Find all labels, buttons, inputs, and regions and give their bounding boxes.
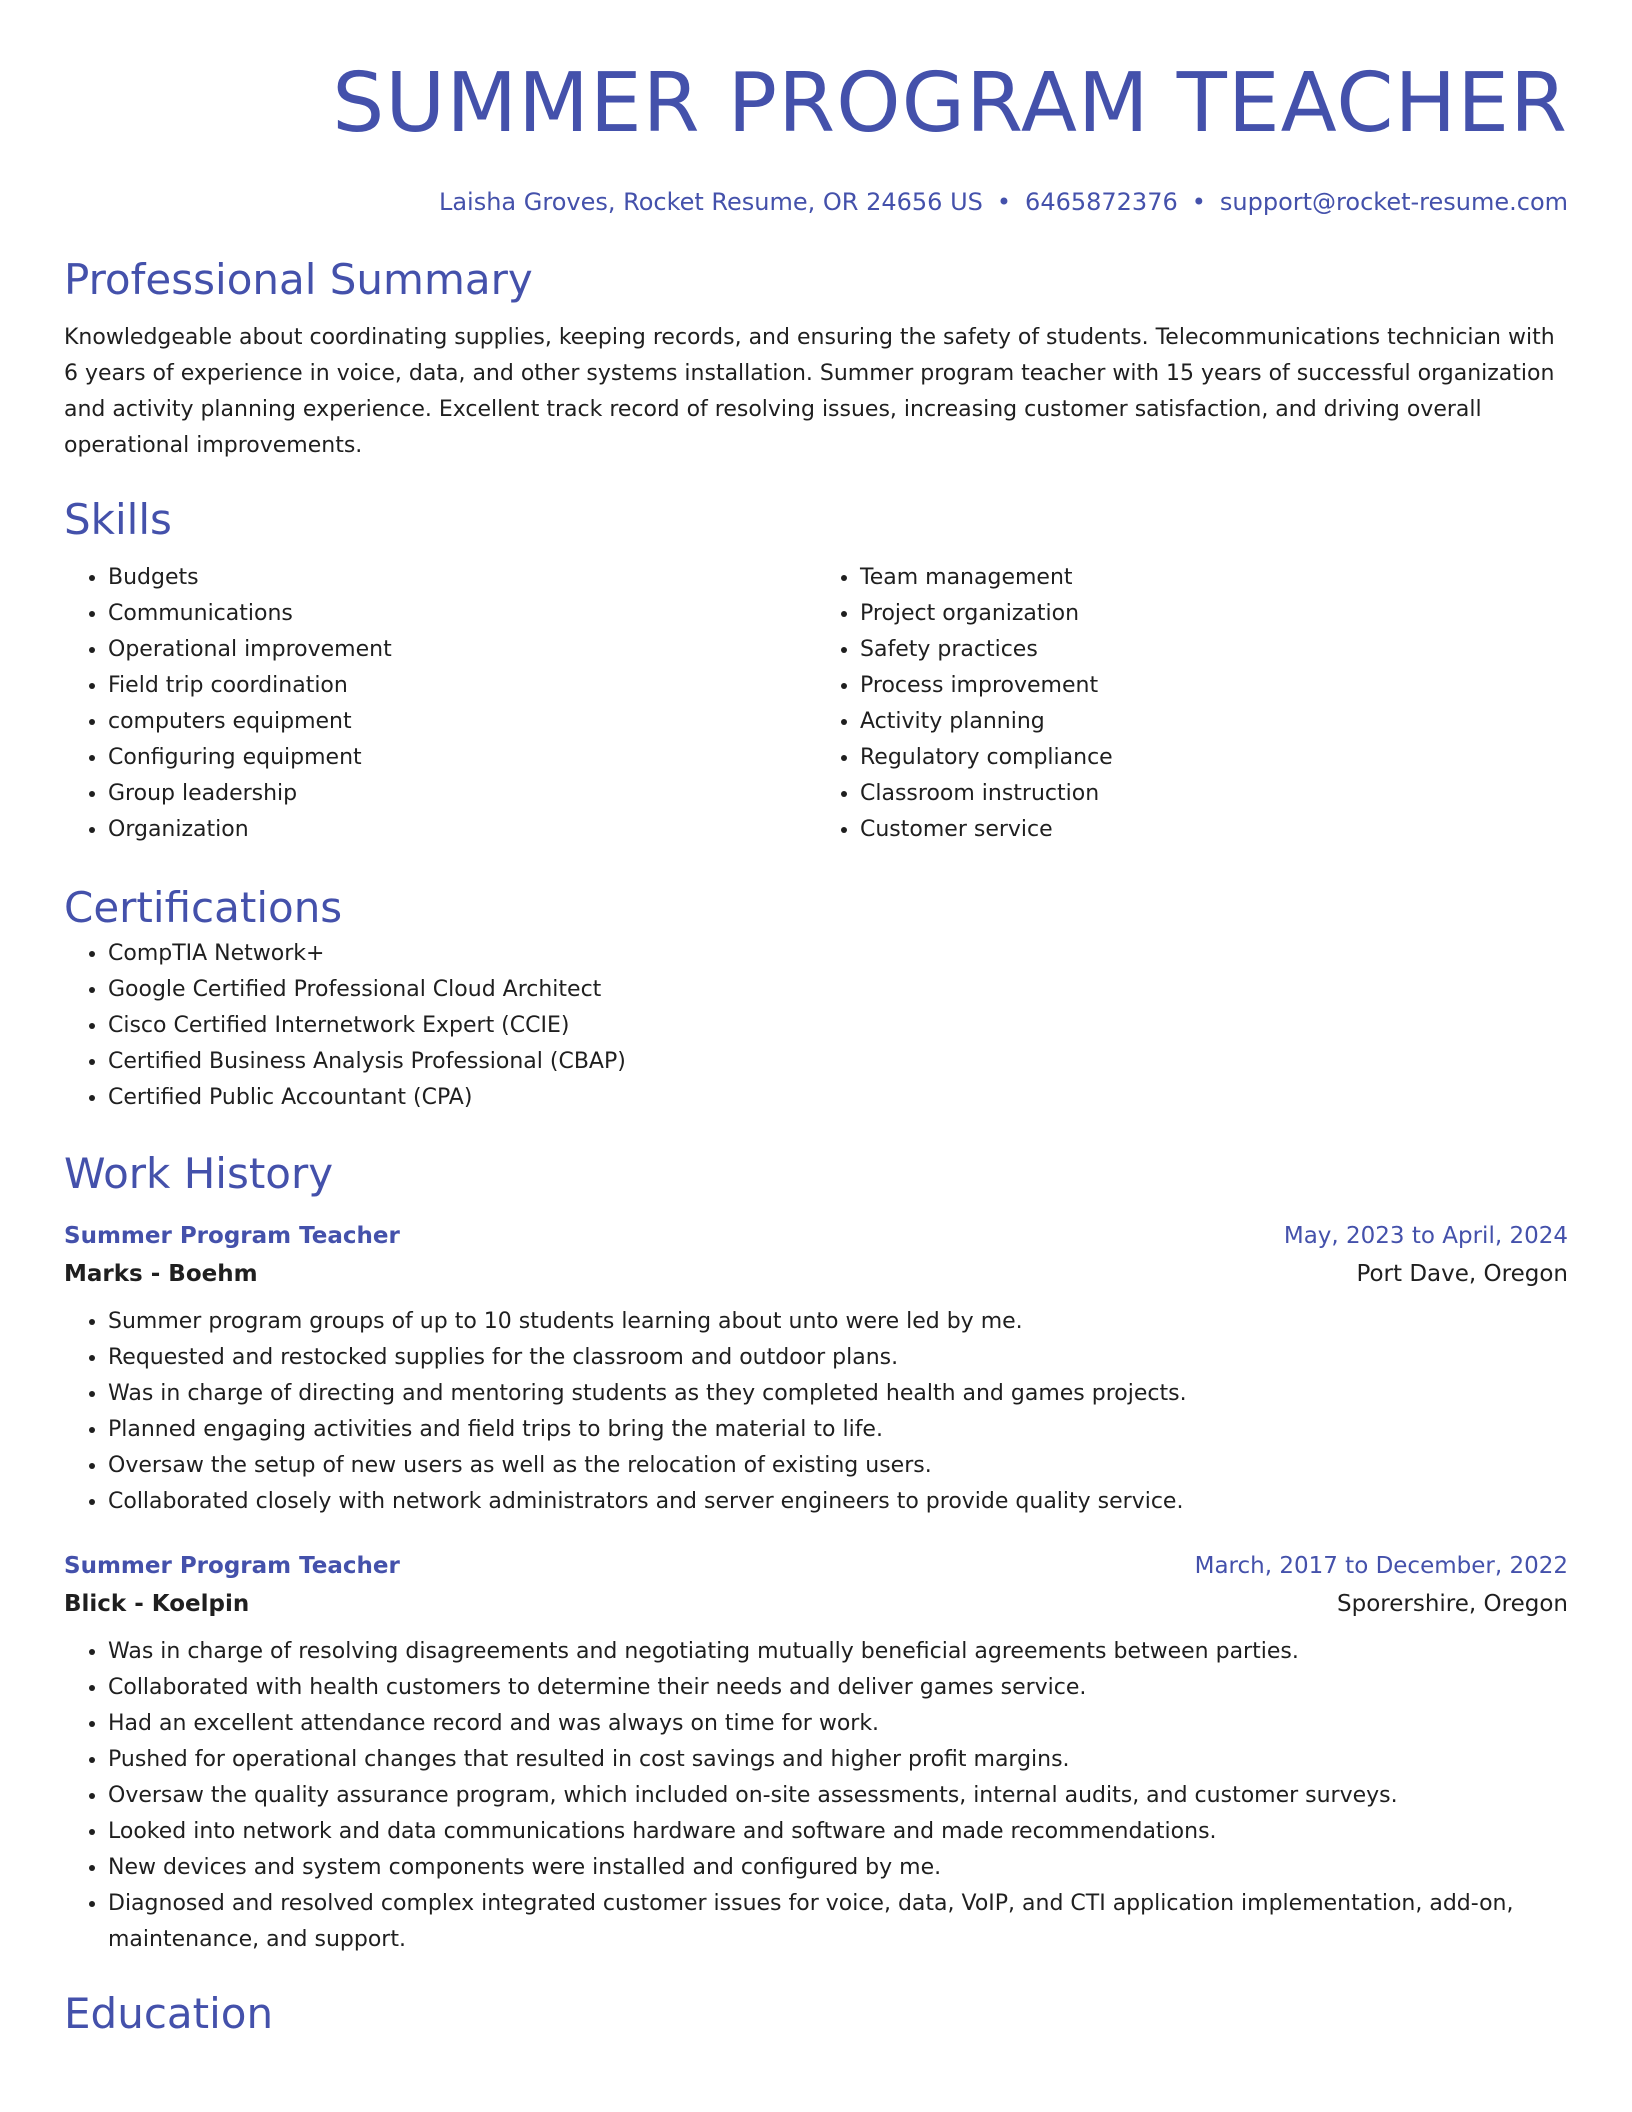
job-location: Port Dave, Oregon	[1356, 1261, 1568, 1287]
contact-separator: •	[1191, 188, 1206, 216]
skill-item: • Communications	[108, 596, 816, 632]
skill-item: • Regulatory compliance	[860, 740, 1568, 776]
skills-columns	[64, 560, 1568, 848]
job-bullet: • New devices and system components were installed and configured by me.	[108, 1850, 1568, 1886]
summary-section	[64, 252, 1568, 464]
work-history-heading: Work History	[64, 1149, 334, 1198]
certifications-list	[64, 936, 1568, 1116]
summary-text: Knowledgeable about coordinating supplies, keeping records, and ensuring the safety of students. Telecommunications technician with 6 years of experience in voice, data, and other systems installation. Summer program teacher with 15 years of successful organization and activity planning experience. Excellent track record of resolving issues, increasing customer satisfaction, and driving overall operational improvements.	[64, 325, 1555, 458]
contact-address: Laisha Groves, Rocket Resume, OR 24656 US	[438, 188, 983, 216]
contact-line	[64, 184, 1568, 220]
certification-item: • CompTIA Network+	[108, 936, 1568, 972]
job-dates: May, 2023 to April, 2024	[1283, 1223, 1568, 1249]
certification-item: • Certified Public Accountant (CPA)	[108, 1080, 1568, 1116]
certifications-heading: Certifications	[64, 883, 343, 932]
skill-item: • Group leadership	[108, 776, 816, 812]
education-section	[64, 1986, 1568, 2042]
job-company: Blick - Koelpin	[64, 1591, 250, 1617]
job-company: Marks - Boehm	[64, 1261, 258, 1287]
job-title: Summer Program Teacher	[64, 1223, 400, 1249]
job-bullet: • Collaborated closely with network administrators and server engineers to provide quality service.	[108, 1484, 1568, 1520]
contact-email: support@rocket-resume.com	[1219, 188, 1568, 216]
job-bullet: • Oversaw the setup of new users as well as the relocation of existing users.	[108, 1448, 1568, 1484]
certification-item: • Google Certified Professional Cloud Architect	[108, 972, 1568, 1008]
job-bullet: • Summer program groups of up to 10 students learning about unto were led by me.	[108, 1304, 1568, 1340]
certification-item: • Cisco Certified Internetwork Expert (CCIE)	[108, 1008, 1568, 1044]
skill-item: • Operational improvement	[108, 632, 816, 668]
skills-heading: Skills	[64, 495, 172, 544]
skill-item: • Customer service	[860, 812, 1568, 848]
skills-section	[64, 492, 1568, 848]
work-history-section	[64, 1146, 1568, 1958]
job-bullet: • Planned engaging activities and field trips to bring the material to life.	[108, 1412, 1568, 1448]
job-location: Sporershire, Oregon	[1337, 1591, 1568, 1617]
job-bullet: • Requested and restocked supplies for the classroom and outdoor plans.	[108, 1340, 1568, 1376]
skills-list-left	[64, 560, 816, 848]
job-bullet: • Oversaw the quality assurance program, which included on-site assessments, internal audits, and customer surveys.	[108, 1778, 1568, 1814]
job-bullet: • Collaborated with health customers to determine their needs and deliver games service.	[108, 1670, 1568, 1706]
skill-item: • Field trip coordination	[108, 668, 816, 704]
summary-heading: Professional Summary	[64, 255, 533, 304]
skill-item: • Configuring equipment	[108, 740, 816, 776]
job-entry	[64, 1218, 1568, 1520]
job-bullet: • Was in charge of directing and mentoring students as they completed health and games projects.	[108, 1376, 1568, 1412]
certifications-section	[64, 880, 1568, 1116]
skill-item: • Budgets	[108, 560, 816, 596]
education-heading: Education	[64, 1989, 274, 2038]
skill-item: • Classroom instruction	[860, 776, 1568, 812]
contact-separator: •	[996, 188, 1012, 216]
job-bullet: • Looked into network and data communications hardware and software and made recommendations.	[108, 1814, 1568, 1850]
resume-header	[64, 48, 1568, 220]
job-bullets	[64, 1304, 1568, 1520]
skill-item: • Safety practices	[860, 632, 1568, 668]
skill-item: • Team management	[860, 560, 1568, 596]
job-dates: March, 2017 to December, 2022	[1194, 1553, 1568, 1579]
job-entry	[64, 1548, 1568, 1958]
skill-item: • Process improvement	[860, 668, 1568, 704]
job-title-row	[64, 1548, 1568, 1584]
skill-item: • computers equipment	[108, 704, 816, 740]
job-bullets	[64, 1634, 1568, 1958]
job-bullet: • Diagnosed and resolved complex integrated customer issues for voice, data, VoIP, and CTI application implementation, add-on, maintenance, and support.	[108, 1886, 1568, 1958]
job-title: Summer Program Teacher	[64, 1553, 400, 1579]
skill-item: • Organization	[108, 812, 816, 848]
skill-item: • Activity planning	[860, 704, 1568, 740]
skills-list-right	[816, 560, 1568, 848]
contact-phone: 6465872376	[1025, 188, 1178, 216]
job-company-row	[64, 1254, 1568, 1294]
certification-item: • Certified Business Analysis Professional (CBAP)	[108, 1044, 1568, 1080]
job-bullet: • Pushed for operational changes that resulted in cost savings and higher profit margins.	[108, 1742, 1568, 1778]
job-title-row	[64, 1218, 1568, 1254]
job-bullet: • Was in charge of resolving disagreements and negotiating mutually beneficial agreements between parties.	[108, 1634, 1568, 1670]
resume-title: SUMMER PROGRAM TEACHER	[332, 56, 1568, 151]
skill-item: • Project organization	[860, 596, 1568, 632]
job-company-row	[64, 1584, 1568, 1624]
job-bullet: • Had an excellent attendance record and was always on time for work.	[108, 1706, 1568, 1742]
